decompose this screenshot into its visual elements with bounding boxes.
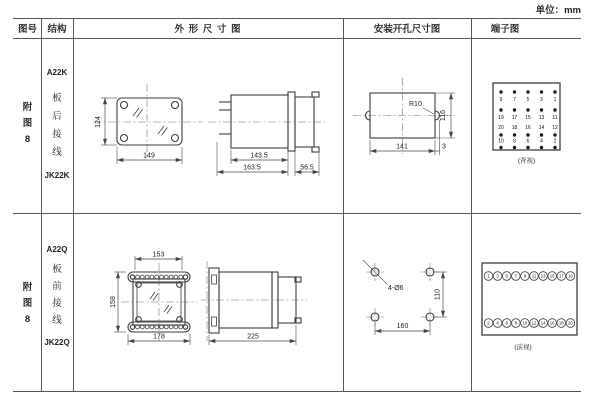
structure-code-row1: JK22K	[44, 171, 70, 180]
terminal-number: 1	[487, 273, 490, 279]
terminal-number: 1	[553, 97, 557, 103]
terminal-number: 2	[553, 138, 557, 145]
terminal-number: 6	[526, 138, 530, 145]
outline-drawing-a22q	[73, 213, 343, 391]
holes-spec-label: 4-Ø6	[388, 285, 404, 292]
terminal-number: 19	[568, 273, 573, 279]
install-cutout-drawing-a22k	[343, 38, 471, 213]
terminal-diagram-a22q	[471, 213, 583, 391]
terminal-number: 5	[505, 273, 508, 279]
terminal-number: 13	[538, 115, 545, 121]
terminal-number: 5	[526, 97, 530, 103]
header-install-dims: 安装开孔尺寸图	[373, 24, 441, 35]
dim-top-width-label: 153	[152, 251, 165, 259]
terminal-number: 8	[513, 138, 516, 145]
terminal-number: 10	[522, 320, 528, 326]
centerlines	[93, 84, 325, 159]
terminal-number: 14	[540, 320, 546, 326]
terminal-number: 8	[514, 320, 517, 326]
terminal-number: 12	[531, 320, 537, 326]
radius-label: R10	[409, 101, 422, 108]
terminal-number: 15	[525, 115, 531, 121]
terminal-number: 14	[538, 125, 545, 131]
terminal-number: 9	[499, 97, 503, 103]
terminal-number: 3	[540, 97, 543, 103]
dim-rear-label: 56.5	[300, 164, 314, 172]
terminal-number: 18	[511, 125, 518, 131]
dim-height-label: 158	[110, 296, 117, 308]
extension-lines	[101, 98, 319, 176]
structure-wiring-row1: 板 后 接 线	[52, 93, 62, 158]
fig-no-row1: 附 图 8	[22, 102, 33, 145]
terminal-pins	[498, 90, 558, 149]
header-structure: 结构	[47, 24, 67, 35]
dim-width-label: 141	[396, 143, 408, 151]
dim-bottom-width-label: 178	[153, 333, 165, 341]
fig-no-row2: 附 图 8	[22, 282, 33, 325]
terminal-number: 10	[498, 138, 504, 145]
outline-drawing-a22k	[73, 38, 343, 213]
centerlines	[121, 261, 307, 341]
dim-width-label: 160	[396, 323, 409, 330]
terminal-number: 11	[531, 273, 537, 279]
structure-wiring-row2: 板 前 接 线	[52, 264, 62, 326]
dim-height-label: 116	[440, 109, 447, 122]
relay-front-view	[117, 98, 182, 145]
view-caption: (背视)	[517, 157, 536, 165]
structure-code-row2: JK22Q	[44, 338, 70, 347]
table-border-bottom	[13, 391, 581, 392]
terminal-number: 9	[523, 273, 527, 279]
dim-width-label: 149	[143, 152, 155, 160]
terminal-number: 13	[540, 273, 546, 279]
terminal-number: 6	[505, 320, 508, 326]
terminal-number: 7	[513, 97, 516, 103]
terminal-diagram-a22k	[471, 38, 583, 213]
structure-model-row2: A22Q	[46, 245, 68, 254]
terminal-number: 16	[525, 125, 531, 131]
terminal-number: 20	[498, 125, 504, 131]
install-holes-drawing-a22q	[343, 213, 471, 391]
terminal-number: 4	[540, 138, 543, 145]
dim-height-label: 110	[434, 288, 442, 301]
dim-depth-label: 225	[247, 333, 259, 341]
header-outline-dims: 外 形 尺 寸 图	[174, 24, 242, 35]
dim-depth1-label: 143.5	[250, 152, 268, 160]
relay-side-view	[209, 268, 301, 333]
dim-height-label: 124	[95, 116, 102, 128]
terminal-number: 19	[498, 115, 504, 121]
view-caption: (前视)	[514, 344, 532, 351]
terminal-number: 17	[558, 273, 564, 279]
terminal-number: 12	[552, 125, 558, 131]
header-terminal: 端子图	[490, 24, 520, 35]
terminal-number: 16	[549, 320, 555, 326]
dimension-lines	[105, 98, 319, 172]
unit-label: 单位：mm	[535, 5, 581, 16]
terminal-number: 11	[552, 115, 558, 121]
glass-hatch-marks	[150, 292, 172, 314]
hole-crosshairs	[366, 263, 439, 326]
terminal-number: 17	[511, 115, 518, 121]
terminal-number: 15	[549, 273, 555, 279]
dim-offset-label: 3	[442, 143, 446, 151]
terminal-number: 7	[514, 273, 517, 279]
terminal-number: 18	[558, 320, 564, 326]
dim-depth2-label: 163.5	[243, 164, 261, 172]
terminal-number: 3	[496, 273, 499, 279]
structure-model-row1: A22K	[46, 68, 68, 77]
terminal-screws	[484, 272, 575, 328]
terminal-number: 20	[568, 320, 573, 326]
dimension-lines	[375, 272, 443, 331]
header-fig-no: 图号	[17, 24, 37, 35]
terminal-number: 4	[496, 320, 499, 326]
terminal-number: 2	[487, 320, 490, 326]
mounting-holes	[371, 268, 434, 321]
